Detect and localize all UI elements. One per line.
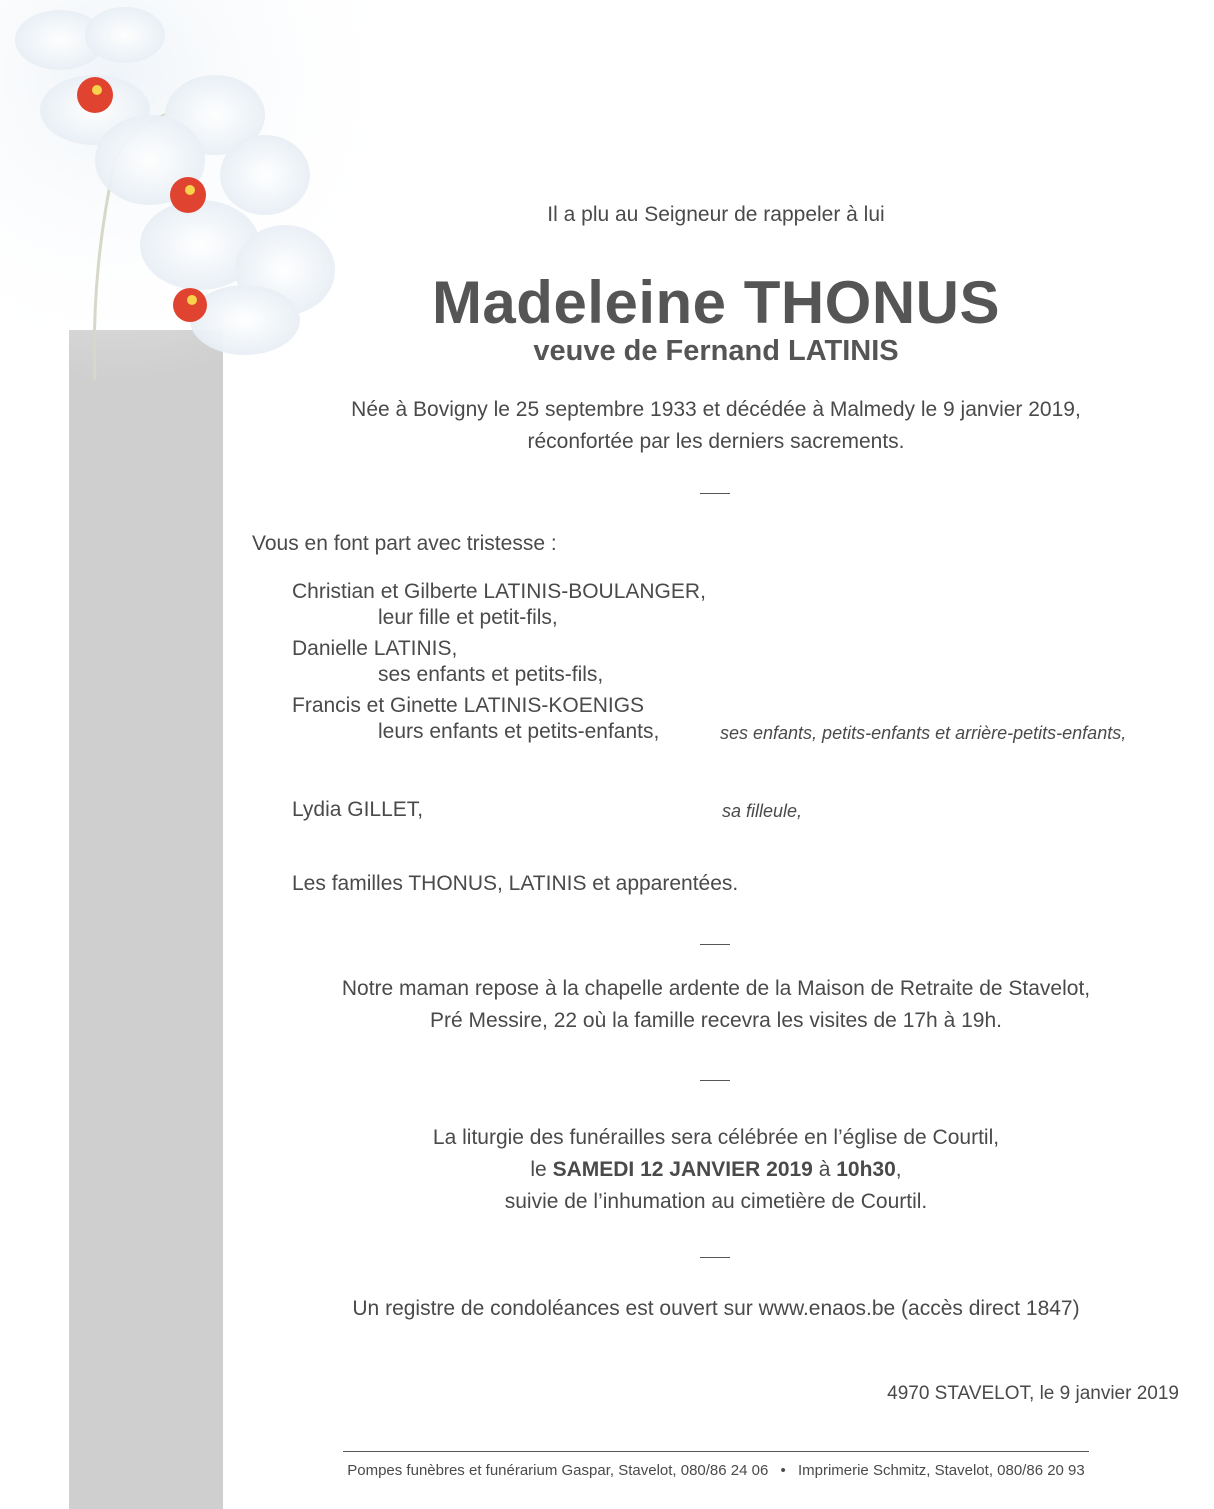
separator-1 (700, 493, 730, 494)
goddaughter-relation: sa filleule, (722, 801, 803, 821)
funeral-suffix: , (895, 1158, 902, 1181)
gray-band (69, 330, 223, 1509)
funeral-time: 10h30 (836, 1158, 896, 1181)
funeral-date: SAMEDI 12 JANVIER 2019 (552, 1158, 813, 1181)
visitation-block (300, 973, 1132, 1037)
funeral-line2 (300, 1154, 1132, 1186)
mourner-detail: ses enfants et petits-fils, (378, 663, 604, 686)
condolences-text: Un registre de condoléances est ouvert sur www.enaos.be (accès direct 1847) (352, 1297, 1080, 1320)
mourner-2 (292, 636, 712, 688)
footer-divider (343, 1451, 1089, 1452)
widow-of: veuve de Fernand LATINIS (533, 335, 899, 367)
mourner-3 (292, 693, 712, 745)
goddaughter-name: Lydia GILLET, (292, 798, 424, 821)
footer-bullet: • (780, 1462, 786, 1479)
mourner-1 (292, 579, 712, 631)
footer (300, 1462, 1132, 1479)
place-date: 4970 STAVELOT, le 9 janvier 2019 (887, 1383, 1179, 1404)
birth-death-block (300, 394, 1132, 458)
mourners-intro: Vous en font part avec tristesse : (252, 532, 557, 555)
mourner-name: Francis et Ginette LATINIS-KOENIGS (292, 694, 645, 717)
funeral-home: Pompes funèbres et funérarium Gaspar, Stavelot, 080/86 24 06 (347, 1462, 769, 1479)
funeral-line1: La liturgie des funérailles sera célébrée en l’église de Courtil, (432, 1126, 1000, 1149)
deceased-name: Madeleine THONUS (431, 269, 1001, 336)
separator-2 (700, 944, 730, 945)
mourner-name: Danielle LATINIS, (292, 637, 458, 660)
visitation-line2: Pré Messire, 22 où la famille recevra les visites de 17h à 19h. (430, 1009, 1002, 1032)
mourner-list (292, 579, 712, 745)
funeral-block (300, 1122, 1132, 1218)
families-text: Les familles THONUS, LATINIS et apparentées. (292, 872, 739, 895)
children-relation: ses enfants, petits-enfants et arrière-petits-enfants, (720, 723, 1127, 743)
separator-3 (700, 1080, 730, 1081)
intro-text: Il a plu au Seigneur de rappeler à lui (547, 203, 885, 226)
birth-death-line1: Née à Bovigny le 25 septembre 1933 et décédée à Malmedy le 9 janvier 2019, (351, 398, 1081, 421)
funeral-line3: suivie de l’inhumation au cimetière de Courtil. (504, 1190, 928, 1213)
mourner-name: Christian et Gilberte LATINIS-BOULANGER, (292, 580, 706, 603)
visitation-line1: Notre maman repose à la chapelle ardente de la Maison de Retraite de Stavelot, (341, 977, 1091, 1000)
mourner-detail: leurs enfants et petits-enfants, (378, 720, 660, 743)
separator-4 (700, 1257, 730, 1258)
funeral-prefix: le (530, 1158, 553, 1181)
funeral-mid: à (812, 1158, 837, 1181)
birth-death-line2: réconfortée par les derniers sacrements. (527, 430, 905, 453)
printer: Imprimerie Schmitz, Stavelot, 080/86 20 93 (797, 1462, 1085, 1479)
mourner-detail: leur fille et petit-fils, (378, 606, 558, 629)
